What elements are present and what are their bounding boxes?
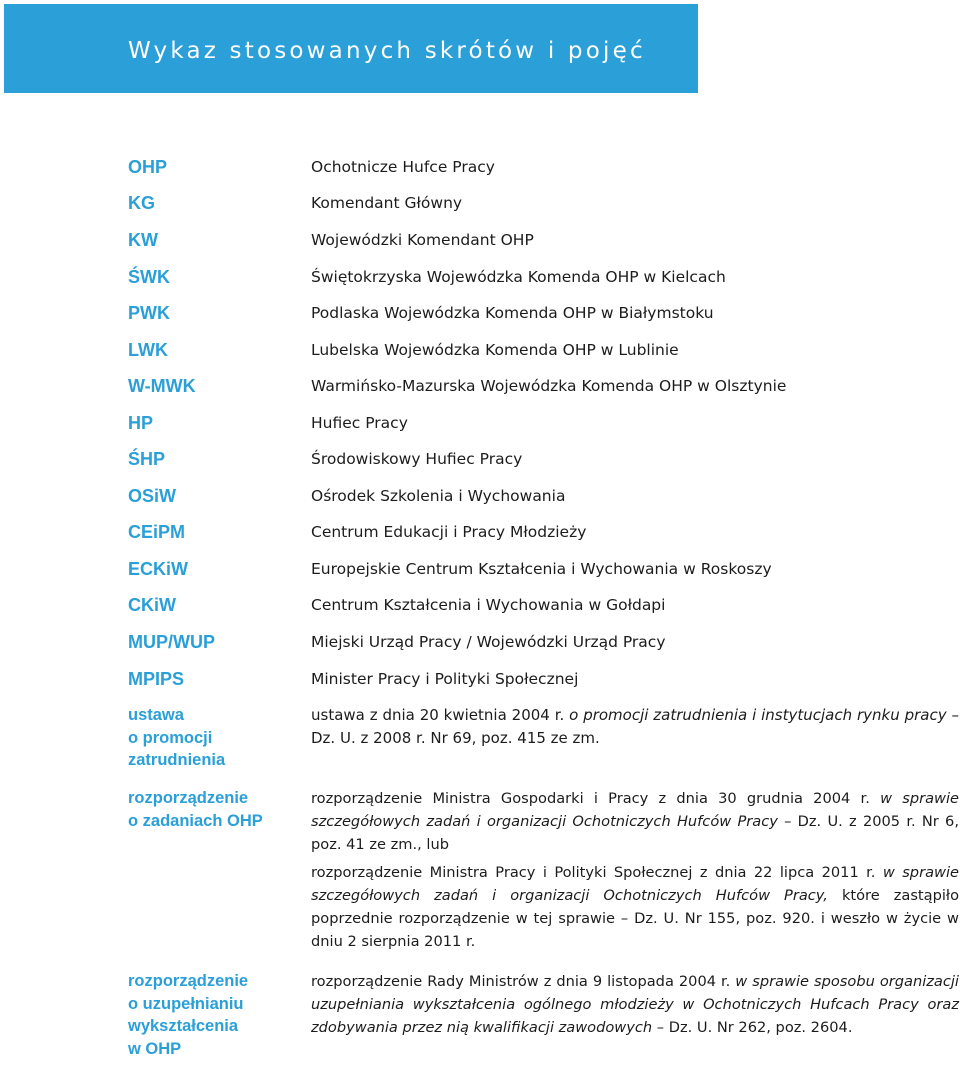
abbreviation-definition: Minister Pracy i Polityki Społecznej	[311, 670, 579, 688]
abbreviation-term: ŚHP	[128, 449, 166, 469]
concept-term	[128, 970, 248, 1060]
concept-definition	[311, 970, 959, 1039]
definition-text: rozporządzenie Rady Ministrów z dnia 9 listopada 2004 r.	[311, 973, 736, 990]
definition-title: w sprawie sposobu organizacji uzupełniania wykształcenia ogólnego młodzieży w Ochotniczych Hufcach Pracy oraz zdobywania przez nią kwalifikacji zawodowych	[311, 973, 959, 1036]
definition-reference: – Dz. U. z 2008 r. Nr 69, poz. 415 ze zm.	[311, 706, 959, 747]
definition-text: ustawa z dnia 20 kwietnia 2004 r.	[311, 706, 570, 724]
abbreviation-term: CEiPM	[128, 522, 186, 542]
abbreviation-term: MPIPS	[128, 669, 185, 689]
definition-reference: które zastąpiło poprzednie rozporządzenie w tej sprawie – Dz. U. Nr 155, poz. 920. i weszło w życie w dniu 2 sierpnia 2011 r.	[311, 887, 959, 950]
concept-term	[128, 787, 263, 832]
abbreviation-definition: Komendant Główny	[311, 194, 463, 212]
concept-term-line: rozporządzenie	[128, 789, 249, 807]
abbreviation-definition: Wojewódzki Komendant OHP	[311, 231, 534, 249]
concept-definition	[311, 787, 959, 856]
abbreviation-term: KG	[128, 193, 155, 213]
concept-term-line: wykształcenia	[128, 1017, 239, 1035]
definition-title: w sprawie szczegółowych zadań i organizacji Ochotniczych Hufców Pracy,	[311, 864, 959, 904]
abbreviation-definition: Środowiskowy Hufiec Pracy	[311, 450, 523, 468]
abbreviation-definition: Ochotnicze Hufce Pracy	[311, 158, 495, 176]
definition-reference: – Dz. U. Nr 262, poz. 2604.	[652, 1019, 853, 1036]
concept-term-line: rozporządzenie	[128, 972, 249, 990]
definition-text: rozporządzenie Ministra Pracy i Polityki Społecznej z dnia 22 lipca 2011 r.	[311, 864, 883, 881]
definition-title: o promocji zatrudnienia i instytucjach rynku pracy	[569, 706, 947, 724]
abbreviation-term: KW	[128, 230, 158, 250]
abbreviation-definition: Świętokrzyska Wojewódzka Komenda OHP w Kielcach	[311, 268, 726, 286]
abbreviation-definition: Centrum Kształcenia i Wychowania w Gołdapi	[311, 596, 666, 614]
abbreviation-definition: Europejskie Centrum Kształcenia i Wychowania w Roskoszy	[311, 560, 772, 578]
page-title: Wykaz stosowanych skrótów i pojęć	[128, 38, 646, 64]
abbreviation-definition: Podlaska Wojewódzka Komenda OHP w Białymstoku	[311, 304, 714, 322]
abbreviation-term: OHP	[128, 157, 168, 177]
abbreviation-term: ECKiW	[128, 559, 188, 579]
header-band	[4, 4, 698, 93]
concept-term-line: o uzupełnianiu	[128, 994, 244, 1013]
abbreviation-term: ŚWK	[128, 267, 170, 287]
definition-text: rozporządzenie Ministra Gospodarki i Pracy z dnia 30 grudnia 2004 r.	[311, 790, 881, 807]
concept-term	[128, 704, 225, 772]
concept-term-line: o zadaniach OHP	[128, 811, 263, 830]
abbreviation-term: W-MWK	[128, 376, 196, 396]
abbreviation-term: MUP/WUP	[128, 632, 215, 652]
abbreviation-definition: Centrum Edukacji i Pracy Młodzieży	[311, 523, 587, 541]
concept-term-line: ustawa	[128, 706, 184, 724]
abbreviation-term: OSiW	[128, 486, 176, 506]
abbreviation-definition: Warmińsko-Mazurska Wojewódzka Komenda OHP w Olsztynie	[311, 377, 787, 395]
definition-reference: – Dz. U. z 2005 r. Nr 6, poz. 41 ze zm., lub	[311, 813, 959, 853]
abbreviation-term: PWK	[128, 303, 170, 323]
definition-title: w sprawie szczegółowych zadań i organizacji Ochotniczych Hufców Pracy	[311, 790, 959, 830]
abbreviation-definition: Ośrodek Szkolenia i Wychowania	[311, 487, 566, 505]
concept-term-line: w OHP	[128, 1039, 182, 1058]
abbreviation-term: CKiW	[128, 595, 176, 615]
concept-definition	[311, 704, 959, 750]
abbreviation-definition: Hufiec Pracy	[311, 414, 408, 432]
abbreviation-definition: Lubelska Wojewódzka Komenda OHP w Lublinie	[311, 341, 679, 359]
abbreviation-term: LWK	[128, 340, 168, 360]
abbreviation-definition: Miejski Urząd Pracy / Wojewódzki Urząd Pracy	[311, 633, 666, 651]
concept-term-line: zatrudnienia	[128, 751, 226, 769]
concept-definition	[311, 861, 959, 953]
abbreviation-term: HP	[128, 413, 154, 433]
concept-term-line: o promocji	[128, 728, 213, 747]
